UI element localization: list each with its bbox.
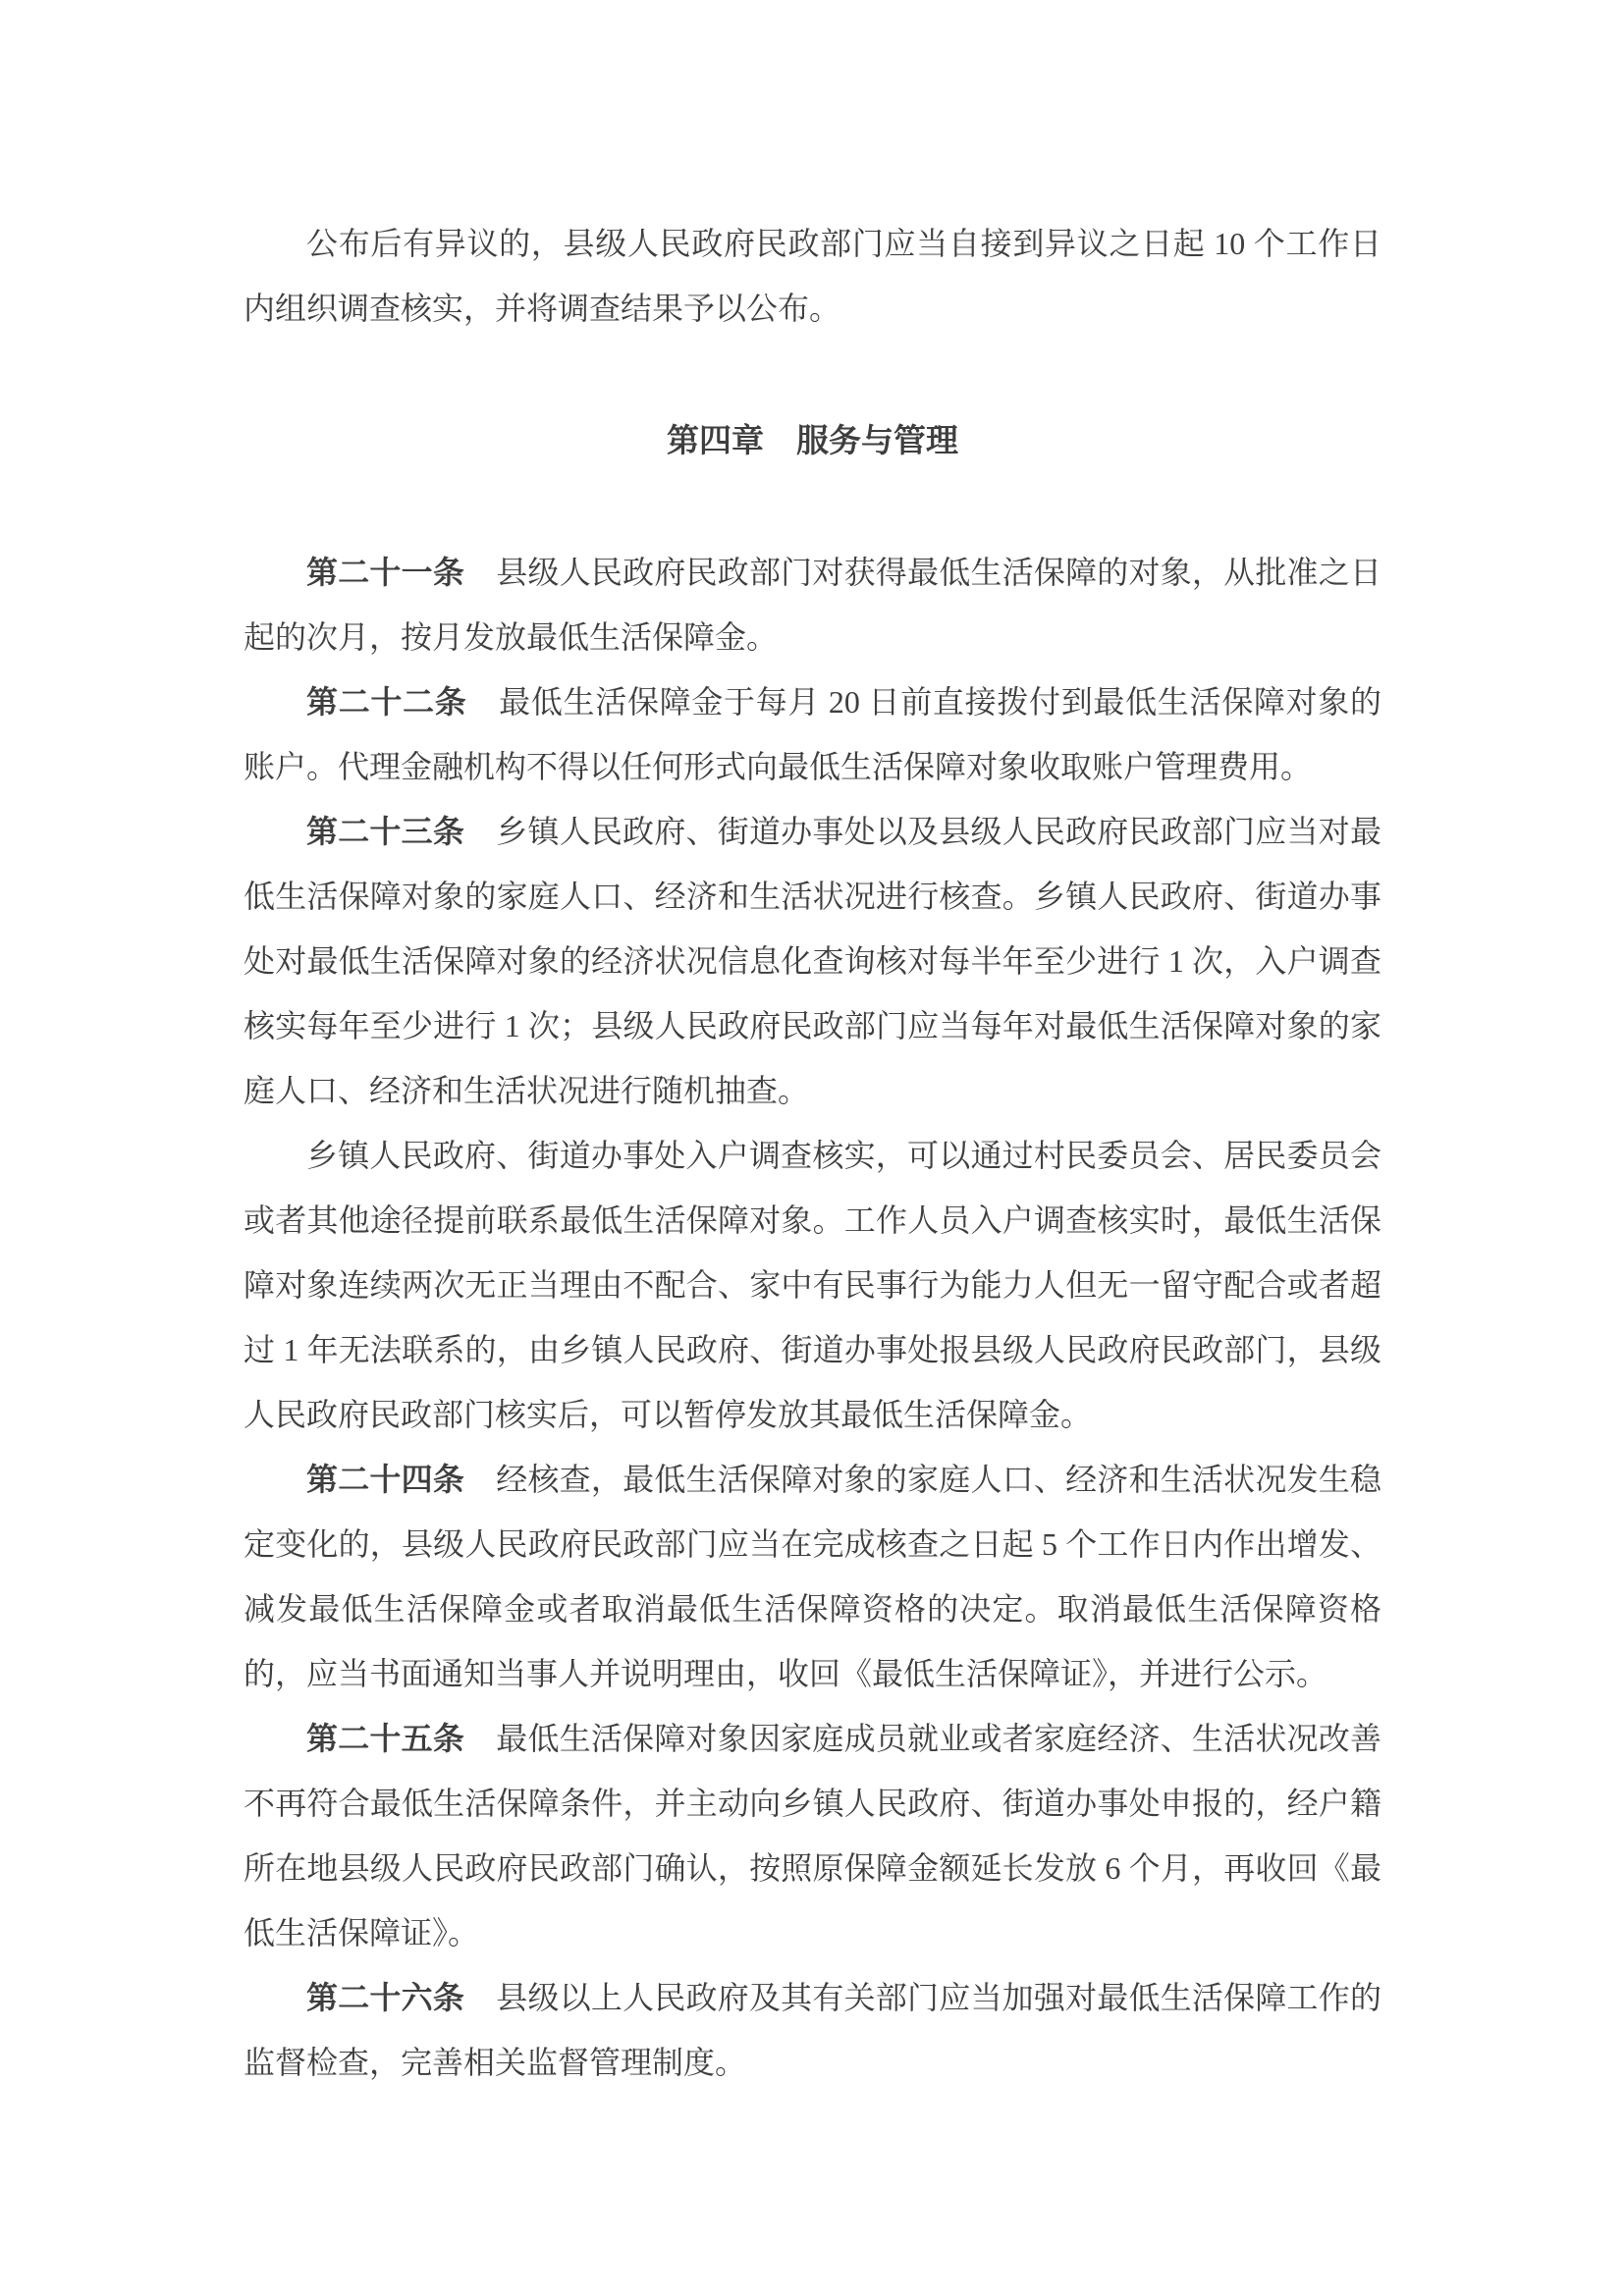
article-number: 第二十二条 (306, 684, 467, 720)
article-number: 第二十六条 (306, 1980, 465, 2015)
article-number: 第二十五条 (306, 1721, 465, 1756)
article-paragraph (244, 669, 1381, 799)
article-paragraph (244, 1447, 1381, 1706)
article-paragraph (244, 1965, 1381, 2095)
article-paragraph (244, 799, 1381, 1123)
article-text: 经核查，最低生活保障对象的家庭人口、经济和生活状况发生稳定变化的，县级人民政府民政部门应当在完成核查之日起 5 个工作日内作出增发、减发最低生活保障金或者取消最低生活保障资格的决定。取消最低生活保障资格的，应当书面通知当事人并说明理由，收回《最低生活保障证》，并进行公示。 (244, 1462, 1381, 1691)
article-number: 第二十三条 (306, 814, 465, 849)
article-text: 县级以上人民政府及其有关部门应当加强对最低生活保障工作的监督检查，完善相关监督管理制度。 (244, 1980, 1381, 2080)
article-paragraph (244, 1706, 1381, 1965)
article-text: 最低生活保障金于每月 20 日前直接拨付到最低生活保障对象的账户。代理金融机构不得以任何形式向最低生活保障对象收取账户管理费用。 (244, 684, 1381, 784)
chapter-heading: 第四章 服务与管理 (667, 424, 958, 459)
article-text: 县级人民政府民政部门对获得最低生活保障的对象，从批准之日起的次月，按月发放最低生活保障金。 (244, 555, 1381, 655)
intro-paragraph: 公布后有异议的，县级人民政府民政部门应当自接到异议之日起 10 个工作日内组织调查核实，并将调查结果予以公布。 (244, 226, 1381, 326)
articles-container (244, 540, 1381, 2095)
document-page (244, 211, 1381, 2095)
article-paragraph (244, 1123, 1381, 1447)
article-text: 乡镇人民政府、街道办事处以及县级人民政府民政部门应当对最低生活保障对象的家庭人口、经济和生活状况进行核查。乡镇人民政府、街道办事处对最低生活保障对象的经济状况信息化查询核对每半年至少进行 1 次，入户调查核实每年至少进行 1 次；县级人民政府民政部门应当每年对最低生活保障对象的家庭人口、经济和生活状况进行随机抽查。 (244, 814, 1381, 1108)
article-text: 乡镇人民政府、街道办事处入户调查核实，可以通过村民委员会、居民委员会或者其他途径提前联系最低生活保障对象。工作人员入户调查核实时，最低生活保障对象连续两次无正当理由不配合、家中有民事行为能力人但无一留守配合或者超过 1 年无法联系的，由乡镇人民政府、街道办事处报县级人民政府民政部门，县级人民政府民政部门核实后，可以暂停发放其最低生活保障金。 (244, 1138, 1381, 1432)
article-text: 最低生活保障对象因家庭成员就业或者家庭经济、生活状况改善不再符合最低生活保障条件，并主动向乡镇人民政府、街道办事处申报的，经户籍所在地县级人民政府民政部门确认，按照原保障金额延长发放 6 个月，再收回《最低生活保障证》。 (244, 1721, 1381, 1950)
article-number: 第二十四条 (306, 1462, 465, 1497)
article-paragraph (244, 540, 1381, 669)
article-number: 第二十一条 (306, 555, 465, 590)
